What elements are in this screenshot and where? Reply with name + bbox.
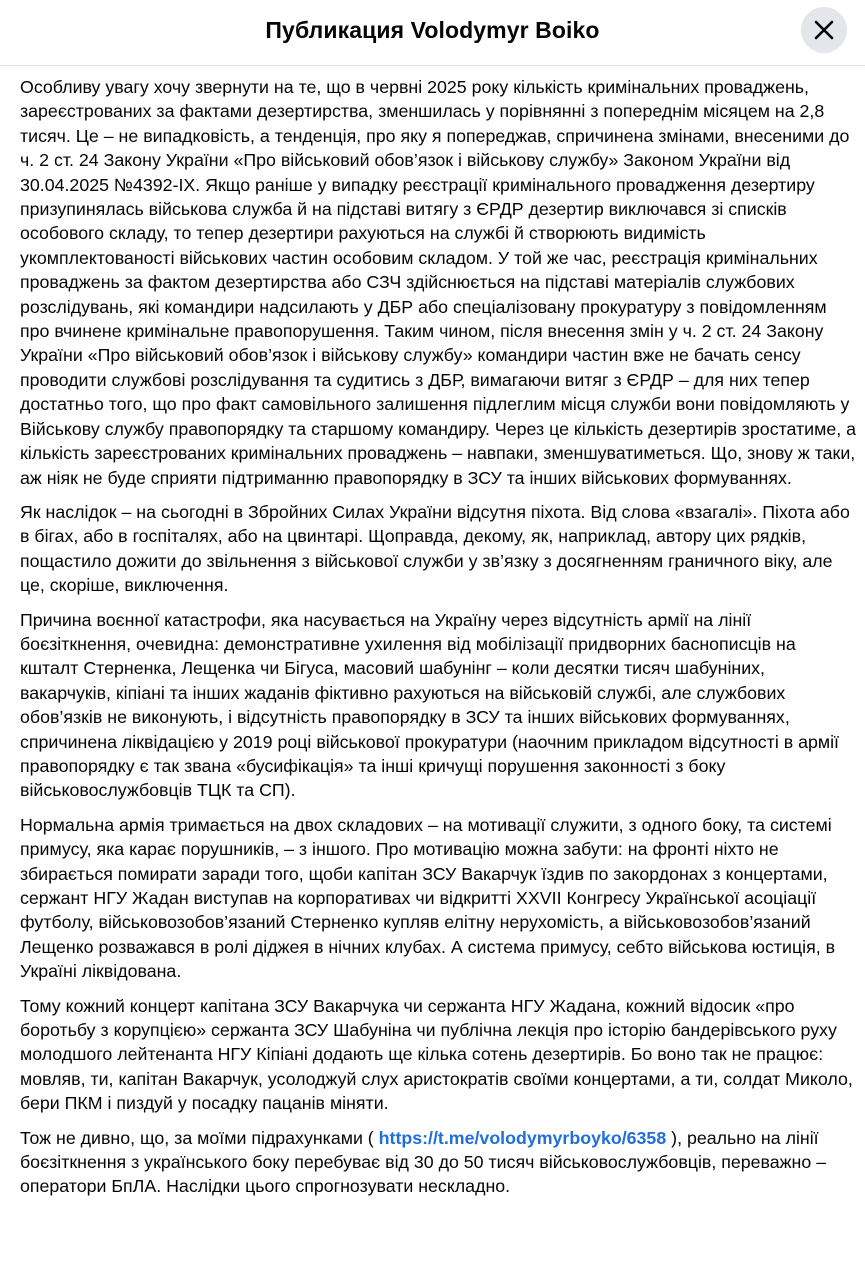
close-icon [813, 19, 835, 41]
post-body [20, 75, 858, 1209]
close-button[interactable] [801, 7, 847, 53]
dialog-title: Публикация Volodymyr Boiko [265, 17, 600, 43]
post-paragraph: Нормальна армія тримається на двох складових – на мотивації служити, з одного боку, та системі примусу, яка карає порушників, – з іншого. Про мотивацію можна забути: на фронті ніхто не збирається помирати заради того, щоби капітан ЗСУ Вакарчук їздив по закордонах з концертами, сержант НГУ Жадан виступав на корпоративах чи відкритті XXVII Конгресу Української асоціації футболу, військовозобов’язаний Стерненко купляв елітну нерухомість, а військовозобов’язаний Лещенко розважався в ролі діджея в нічних клубах. А система примусу, себто військова юстиція, в Україні ліквідована. [20, 814, 836, 982]
post-paragraph: Причина воєнної катастрофи, яка насувається на Україну через відсутність армії на лінії боєзіткнення, очевидна: демонстративне ухилення від мобілізації придворних баснописців на кшталт Стерненка, Лещенка чи Бігуса, масовий шабунінг – коли десятки тисяч шабуніних, вакарчуків, кіпіані та інших жаданів фіктивно рахуються на військовій службі, але службових обов’язків не виконують, і відсутність правопорядку в ЗСУ та інших військових формуваннях, спричинена ліквідацією у 2019 році військової прокуратури (наочним прикладом відсутності в армії правопорядку є так звана «бусифікація» та інші кричущі порушення законності з боку військовослужбовців ТЦК та СП). [20, 609, 839, 801]
dialog-header [0, 0, 865, 66]
post-paragraph-last [20, 1126, 858, 1199]
post-paragraph: Як наслідок – на сьогодні в Збройних Силах України відсутня піхота. Від слова «взагалі». Піхота або в бігах, або в госпіталях, або на цвинтарі. Щоправда, декому, як, наприклад, автору цих рядків, пощастило дожити до звільнення з військової служби у зв’язку з досягненням граничного віку, але це, скоріше, виключення. [20, 501, 850, 596]
telegram-link[interactable]: https://t.me/volodymyrboyko/6358 [378, 1127, 667, 1148]
post-paragraph: Особливу увагу хочу звернути на те, що в червні 2025 року кількість кримінальних проваджень, зареєстрованих за фактами дезертирства, зменшилась у порівнянні з попереднім місяцем на 2,8 тисяч. Це – не випадковість, а тенденція, про яку я попереджав, спричинена змінами, внесеними до ч. 2 ст. 24 Закону України «Про військовий обов’язок і військову службу» Законом України від 30.04.2025 №4392-IX. Якщо раніше у випадку реєстрації кримінального провадження дезертиру призупинялась військова служба й на підставі витягу з ЄРДР дезертир виключався зі списків особового складу, то тепер дезертири рахуються на службі й створюють видимість укомплектованості військових частин особовим складом. У той же час, реєстрація кримінальних проваджень за фактом дезертирства або СЗЧ здійснюється на підставі матеріалів службових розслідувань, які командири надсилають у ДБР або спеціалізовану прокуратуру з повідомленням про вчинене кримінальне правопорушення. Таким чином, після внесення змін у ч. 2 ст. 24 Закону України «Про військовий обов’язок і військову службу» командири частин вже не бачать сенсу проводити службові розслідування та судитись з ДБР, вимагаючи витяг з ЄРДР – для них тепер достатньо того, що про факт самовільного залишення підлеглим місця служби вони повідомляють у Військову службу правопорядку та старшому командиру. Через це кількість дезертирів зростатиме, а кількість зареєстрованих кримінальних проваджень – навпаки, зменшуватиметься. Що, знову ж таки, аж ніяк не буде сприяти підтриманню правопорядку в ЗСУ та інших військових формуваннях. [20, 77, 856, 488]
paragraph-text-before-link: Тож не дивно, що, за моїми підрахунками ( [20, 1127, 379, 1148]
paragraph-text-after-link: ), реально на лінії боєзіткнення з українського боку перебуває від 30 до 50 тисяч військовослужбовців, переважно – оператори БпЛА. Наслідки цього спрогнозувати нескладно. [20, 1127, 827, 1197]
post-paragraph: Тому кожний концерт капітана ЗСУ Вакарчука чи сержанта НГУ Жадана, кожний відосик «про боротьбу з корупцією» сержанта ЗСУ Шабуніна чи публічна лекція про історію бандерівського руху молодшого лейтенанта НГУ Кіпіані додають ще кілька сотень дезертирів. Бо воно так не працює: мовляв, ти, капітан Вакарчук, усолоджуй слух аристократів своїми концертами, а ти, солдат Миколо, бери ПКМ і пиздуй у посадку пацанів міняти. [20, 995, 853, 1114]
